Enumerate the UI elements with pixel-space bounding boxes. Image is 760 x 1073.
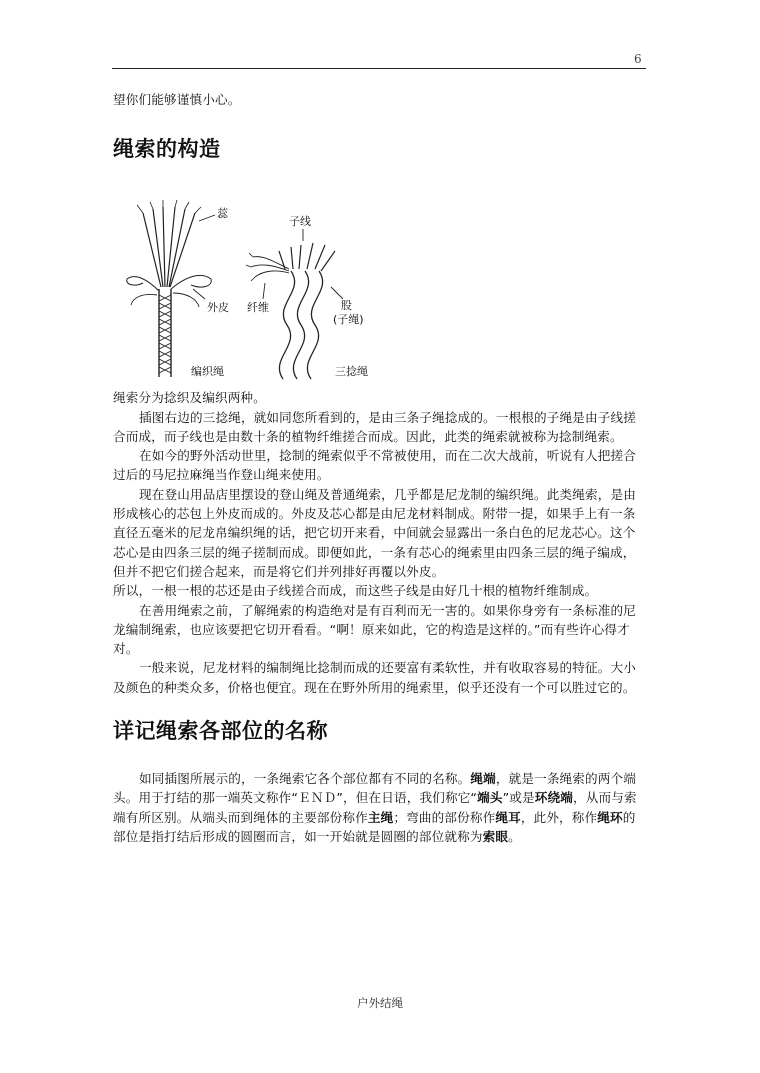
rope-structure-figure bbox=[113, 199, 373, 384]
label-fiber: 纤维 bbox=[247, 301, 269, 315]
text: 的部位是指打结后形成的圆圈而言，如一开始就是圆圈的部位就称为 bbox=[113, 809, 636, 844]
page-footer: 户外结绳 bbox=[357, 996, 403, 1010]
term: 绳耳 bbox=[495, 809, 521, 825]
caption-braided: 编织绳 bbox=[191, 365, 224, 379]
section-heading-rope-parts: 详记绳索各部位的名称 bbox=[113, 719, 328, 744]
term: 主绳 bbox=[367, 809, 394, 825]
paragraph: 在善用绳索之前，了解绳索的构造绝对是有百利而无一害的。如果你身旁有一条标准的尼龙编制绳索，也应该要把它切开看看。“啊！原来如此，它的构造是这样的。”而有些许心得才对。 bbox=[113, 602, 637, 657]
page-content bbox=[113, 90, 646, 846]
text: ，就是一条绳索的两个端头。用于打结的那一端英文称作“ＥＮＤ”，但在日语，我们称它“ bbox=[113, 771, 637, 806]
paragraph: 绳索分为捻织及编织两种。 bbox=[113, 390, 266, 406]
label-sheath: 外皮 bbox=[207, 301, 229, 315]
text: ，从而与索端有所区别。从端头而到绳体的主要部份称作 bbox=[113, 790, 637, 825]
paragraph-rope-parts bbox=[113, 769, 646, 846]
text: 。 bbox=[508, 828, 521, 844]
label-core: 蕊 bbox=[217, 207, 228, 221]
term: 绳端 bbox=[470, 771, 496, 787]
text: 如同插图所展示的，一条绳索它各个部位都有不同的名称。 bbox=[139, 771, 471, 787]
text: ，此外，称作 bbox=[520, 809, 598, 825]
term: 绳环 bbox=[597, 809, 623, 825]
intro-text: 望你们能够谨慎小心。 bbox=[113, 92, 241, 107]
caption-three-strand: 三捻绳 bbox=[335, 365, 368, 379]
label-yarn: 子线 bbox=[289, 215, 311, 229]
text: ；弯曲的部份称作 bbox=[393, 809, 496, 825]
paragraph: 所以，一根一根的芯还是由子线搓合而成，而这些子线是由好几十根的植物纤维制成。 bbox=[113, 583, 598, 599]
rope-illustration bbox=[113, 199, 373, 384]
paragraph: 一般来说，尼龙材料的编制绳比捻制而成的还要富有柔软性，并有收取容易的特征。大小及颜色的种类众多，价格也便宜。现在在野外所用的绳索里，似乎还没有一个可以胜过它的。 bbox=[113, 660, 637, 695]
term: 端头 bbox=[477, 790, 503, 806]
label-strand-sub: (子绳) bbox=[333, 313, 364, 327]
page-number: 6 bbox=[634, 52, 642, 66]
term: 索眼 bbox=[482, 828, 509, 844]
header-rule bbox=[112, 68, 646, 69]
paragraph: 在如今的野外活动世里，捻制的绳索似乎不常被使用，而在二次大战前，听说有人把搓合过后的马尼拉麻绳当作登山绳来使用。 bbox=[113, 448, 637, 483]
text: ”或是 bbox=[502, 790, 535, 806]
term: 环绕端 bbox=[534, 790, 574, 806]
label-strand: 股 bbox=[341, 299, 352, 313]
paragraph: 插图右边的三捻绳，就如同您所看到的，是由三条子绳捻成的。一根根的子绳是由子线搓合而成，而子线也是由数十条的植物纤维搓合而成。因此，此类的绳索就被称为捻制绳索。 bbox=[113, 409, 637, 444]
paragraph: 现在登山用品店里摆设的登山绳及普通绳索，几乎都是尼龙制的编织绳。此类绳索，是由形成核心的芯包上外皮而成的。外皮及芯心都是由尼龙材料制成。附带一提，如果手上有一条直径五毫米的尼龙帛编织绳的话，把它切开来看，中间就会显露出一条白色的尼龙芯心。这个芯心是由四条三层的绳子搓制而成。即便如此，一条有芯心的绳索里由四条三层的绳子编成，但并不把它们搓合起来，而是将它们并列排好再覆以外皮。 bbox=[113, 486, 637, 579]
section-heading-structure: 绳索的构造 bbox=[113, 137, 221, 162]
